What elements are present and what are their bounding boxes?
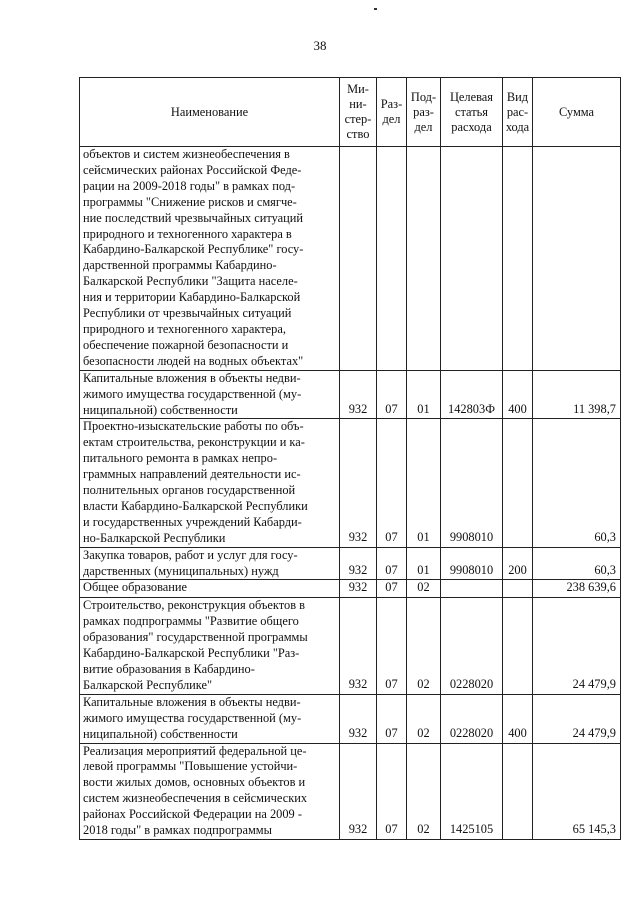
header-expense-type: Вид рас- хода bbox=[503, 78, 533, 147]
row-section: 07 bbox=[377, 580, 407, 598]
row-name: Капитальные вложения в объекты недви- жимого имущества государственной (му- ниципальной) собственности bbox=[80, 370, 340, 419]
row-target-article: 9908010 bbox=[441, 547, 503, 580]
row-target-article bbox=[441, 147, 503, 371]
row-subsection: 02 bbox=[407, 598, 441, 694]
header-amount: Сумма bbox=[533, 78, 621, 147]
row-ministry: 932 bbox=[340, 598, 377, 694]
row-name: Реализация мероприятий федеральной це- левой программы "Повышение устойчи- вости жилых домов, основных объектов и систем жизнеобеспечения в сейсмических районах Российской Федерации на 2009 - 2018 годы" в рамках подпрограммы bbox=[80, 743, 340, 839]
row-section: 07 bbox=[377, 598, 407, 694]
table-row bbox=[80, 147, 621, 371]
table-row bbox=[80, 694, 621, 743]
row-subsection: 01 bbox=[407, 370, 441, 419]
row-target-article: 0228020 bbox=[441, 598, 503, 694]
table-row bbox=[80, 370, 621, 419]
page-number: 38 bbox=[313, 38, 327, 53]
header-name: Наименование bbox=[80, 78, 340, 147]
row-target-article: 1425105 bbox=[441, 743, 503, 839]
row-name: Строительство, реконструкция объектов в рамках подпрограммы "Развитие общего образования" государственной программы Кабардино-Балкарской Республики "Раз- витие образования в Кабардино- Балкарской Республике" bbox=[80, 598, 340, 694]
row-amount: 24 479,9 bbox=[533, 694, 621, 743]
row-ministry bbox=[340, 147, 377, 371]
row-expense-type: 400 bbox=[503, 694, 533, 743]
row-target-article: 142803Ф bbox=[441, 370, 503, 419]
row-section: 07 bbox=[377, 419, 407, 547]
table-row bbox=[80, 419, 621, 547]
row-subsection: 01 bbox=[407, 547, 441, 580]
row-section bbox=[377, 147, 407, 371]
row-ministry: 932 bbox=[340, 580, 377, 598]
row-ministry: 932 bbox=[340, 547, 377, 580]
row-subsection: 02 bbox=[407, 694, 441, 743]
table-body bbox=[80, 147, 621, 840]
header-section: Раз- дел bbox=[377, 78, 407, 147]
row-expense-type: 400 bbox=[503, 370, 533, 419]
row-subsection bbox=[407, 147, 441, 371]
row-section: 07 bbox=[377, 694, 407, 743]
row-amount bbox=[533, 147, 621, 371]
row-subsection: 02 bbox=[407, 743, 441, 839]
table-row bbox=[80, 598, 621, 694]
row-name: Капитальные вложения в объекты недви- жимого имущества государственной (му- ниципальной) собственности bbox=[80, 694, 340, 743]
row-amount: 60,3 bbox=[533, 419, 621, 547]
row-expense-type bbox=[503, 598, 533, 694]
row-target-article: 9908010 bbox=[441, 419, 503, 547]
header-ministry: Ми- ни- стер- ство bbox=[340, 78, 377, 147]
row-subsection: 02 bbox=[407, 580, 441, 598]
table-header bbox=[80, 78, 621, 147]
row-section: 07 bbox=[377, 547, 407, 580]
row-name: объектов и систем жизнеобеспечения в сейсмических районах Российской Феде- рации на 2009-2018 годы" в рамках под- программы "Снижение рисков и смягче- ние последствий чрезвычайных ситуаций природного и техногенного характера в Кабардино-Балкарской Республике" госу- дарственной программы Кабардино- Балкарской Республики "Защита населе- ния и территории Кабардино-Балкарской Республики от чрезвычайных ситуаций природного и техногенного характера, обеспечение пожарной безопасности и безопасности людей на водных объектах" bbox=[80, 147, 340, 371]
row-name: Закупка товаров, работ и услуг для госу- дарственных (муниципальных) нужд bbox=[80, 547, 340, 580]
table-row bbox=[80, 580, 621, 598]
row-expense-type bbox=[503, 580, 533, 598]
table-row bbox=[80, 743, 621, 839]
row-section: 07 bbox=[377, 743, 407, 839]
row-amount: 24 479,9 bbox=[533, 598, 621, 694]
row-amount: 65 145,3 bbox=[533, 743, 621, 839]
row-amount: 60,3 bbox=[533, 547, 621, 580]
row-ministry: 932 bbox=[340, 694, 377, 743]
row-expense-type: 200 bbox=[503, 547, 533, 580]
row-name: Общее образование bbox=[80, 580, 340, 598]
row-amount: 238 639,6 bbox=[533, 580, 621, 598]
row-ministry: 932 bbox=[340, 743, 377, 839]
header-target-article: Целевая статья расхода bbox=[441, 78, 503, 147]
row-target-article bbox=[441, 580, 503, 598]
row-subsection: 01 bbox=[407, 419, 441, 547]
row-ministry: 932 bbox=[340, 419, 377, 547]
scan-mark bbox=[374, 8, 377, 10]
row-name: Проектно-изыскательские работы по объ- ектам строительства, реконструкции и ка- питального ремонта в рамках непро- граммных направлений деятельности ис- полнительных органов государственной власти Кабардино-Балкарской Республики и государственных учреждений Кабарди- но-Балкарской Республики bbox=[80, 419, 340, 547]
row-expense-type bbox=[503, 743, 533, 839]
table-row bbox=[80, 547, 621, 580]
row-ministry: 932 bbox=[340, 370, 377, 419]
header-subsection: Под- раз- дел bbox=[407, 78, 441, 147]
row-section: 07 bbox=[377, 370, 407, 419]
row-amount: 11 398,7 bbox=[533, 370, 621, 419]
row-expense-type bbox=[503, 419, 533, 547]
row-expense-type bbox=[503, 147, 533, 371]
budget-table bbox=[79, 77, 621, 840]
row-target-article: 0228020 bbox=[441, 694, 503, 743]
